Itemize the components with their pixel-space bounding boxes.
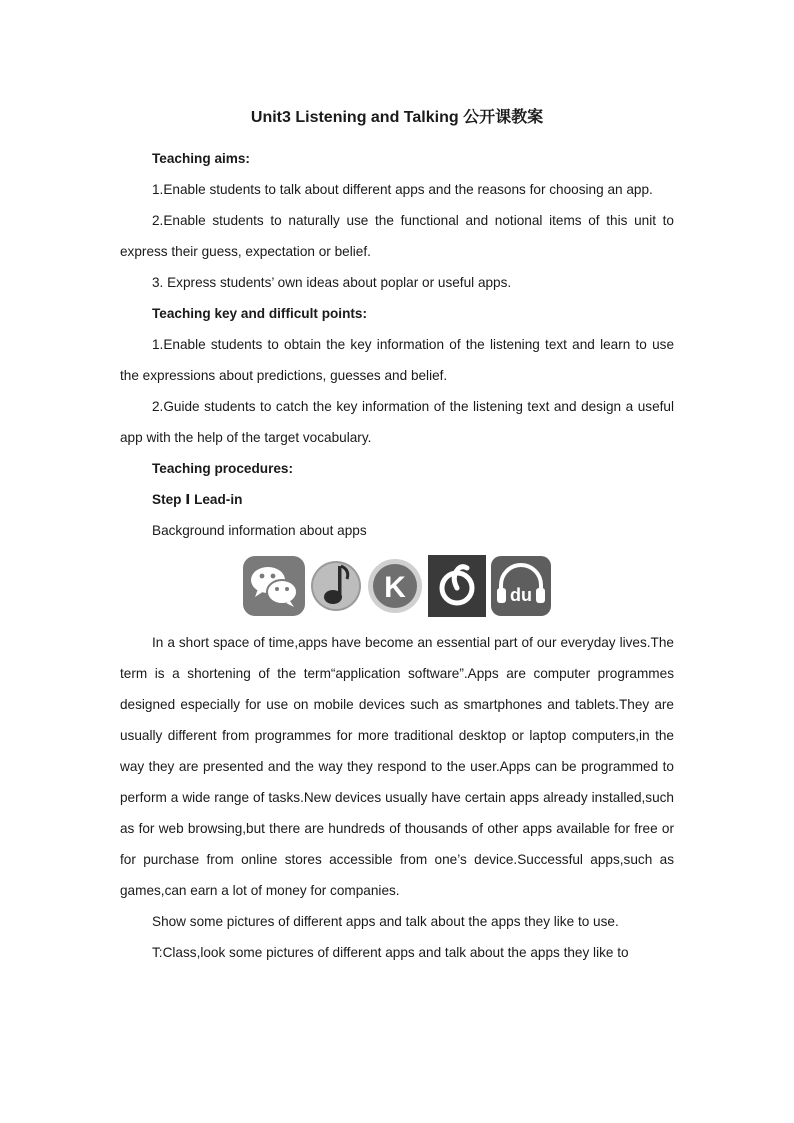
- music-note-icon: [310, 555, 362, 617]
- show-pictures-line: Show some pictures of different apps and talk about the apps they like to use.: [152, 914, 619, 929]
- key-points-heading: Teaching key and difficult points:: [152, 306, 367, 321]
- aims-heading: Teaching aims:: [152, 151, 250, 166]
- procedures-heading: Teaching procedures:: [152, 461, 294, 476]
- app-icons-row: [120, 555, 674, 617]
- key-point-1: 1.Enable students to obtain the key information of the listening text and learn to use the expressions about predictions, guesses and belief.: [120, 337, 674, 383]
- key-point-2: 2.Guide students to catch the key information of the listening text and design a useful app with the help of the target vocabulary.: [120, 399, 674, 445]
- document-body: [120, 143, 674, 968]
- wechat-icon: [242, 555, 306, 617]
- step-1-heading: Step Ⅰ Lead-in: [152, 492, 243, 507]
- aim-2: 2.Enable students to naturally use the functional and notional items of this unit to express their guess, expectation or belief.: [120, 213, 674, 259]
- kugou-letter: K: [384, 571, 406, 604]
- background-info-label: Background information about apps: [152, 523, 367, 538]
- background-paragraph: In a short space of time,apps have become an essential part of our everyday lives.The term is a shortening of the term“application software”.Apps are computer programmes designed especially for use on mobile devices such as smartphones and tablets.They are usually different from programmes for more traditional desktop or laptop computers,in the way they are presented and the way they respond to the user.Apps can be programmed to perform a wide range of tasks.New devices usually have certain apps already installed,such as for web browsing,but there are hundreds of thousands of other apps available for free or for purchase from online stores accessible from one’s device.Successful apps,such as games,can earn a lot of money for companies.: [120, 635, 674, 898]
- aim-1: 1.Enable students to talk about different apps and the reasons for choosing an app.: [152, 182, 653, 197]
- teacher-line: T:Class,look some pictures of different apps and talk about the apps they like to: [152, 945, 629, 960]
- page-title: Unit3 Listening and Talking 公开课教案: [250, 109, 544, 126]
- netease-music-icon: [428, 555, 486, 617]
- baidu-text: du: [510, 585, 532, 605]
- kugou-k-icon: [366, 555, 424, 617]
- baidu-music-icon: [490, 555, 552, 617]
- aim-3: 3. Express students’ own ideas about poplar or useful apps.: [152, 275, 512, 290]
